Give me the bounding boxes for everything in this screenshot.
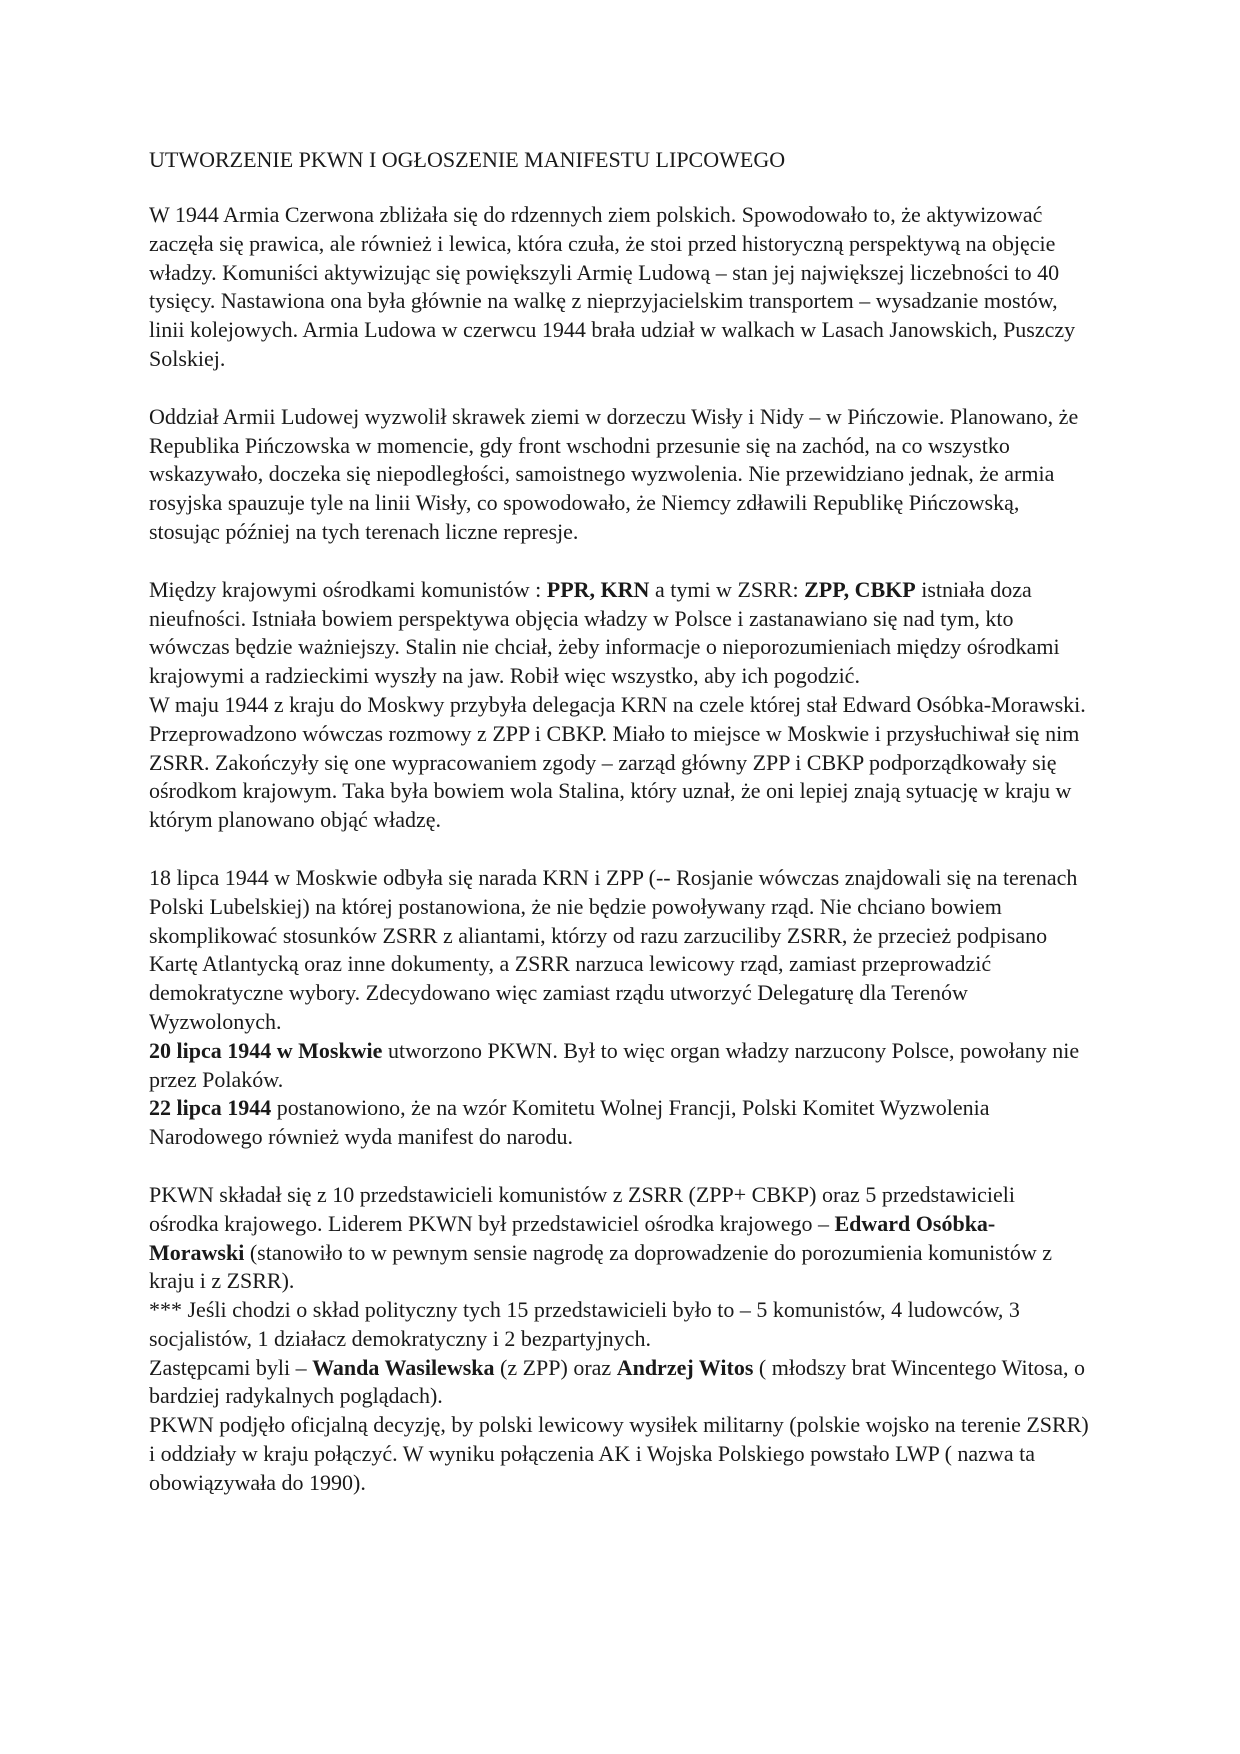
text-run: Zastępcami byli –: [149, 1354, 313, 1380]
paragraph-22-lipca: [149, 1094, 1089, 1152]
paragraph-lwp: PKWN podjęło oficjalną decyzję, by polski lewicowy wysiłek militarny (polskie wojsko na terenie ZSRR) i oddziały w kraju połączyć. W wyniku połączenia AK i Wojska Polskiego powstało LWP ( nazwa ta obowiązywała do 1990).: [149, 1412, 1089, 1495]
paragraph-armia-czerwona: W 1944 Armia Czerwona zbliżała się do rdzennych ziem polskich. Spowodowało to, że aktywizować zaczęła się prawica, ale również i lewica, która czuła, że stoi przed historyczną perspektywą na objęcie władzy. Komuniści aktywizując się powiększyli Armię Ludową – stan jej największej liczebności to 40 tysięcy. Nastawiona ona była głównie na walkę z nieprzyjacielskim transportem – wysadzanie mostów, linii kolejowych. Armia Ludowa w czerwcu 1944 brała udział w walkach w Lasach Janowskich, Puszczy Solskiej.: [149, 202, 1076, 371]
bold-andrzej-witos: Andrzej Witos: [616, 1354, 754, 1380]
paragraph-zastepcy: [149, 1354, 1089, 1412]
text-run: utworzono PKWN. Był to więc organ władzy narzucony Polsce, powołany nie przez Polaków.: [149, 1037, 1080, 1092]
paragraph-sklad-polityczny: *** Jeśli chodzi o skład polityczny tych 15 przedstawicieli było to – 5 komunistów, 4 ludowców, 3 socjalistów, 1 działacz demokratyczny i 2 bezpartyjnych.: [149, 1297, 1020, 1351]
bold-wanda-wasilewska: Wanda Wasilewska: [312, 1354, 495, 1380]
paragraph-republika-pinczowska: Oddział Armii Ludowej wyzwolił skrawek ziemi w dorzeczu Wisły i Nidy – w Pińczowie. Planowano, że Republika Pińczowska w momencie, gdy front wschodni przesunie się na zachód, na co wszystko wskazywało, doczeka się niepodległości, samoistnego wyzwolenia. Nie przewidziano jednak, że armia rosyjska spauzuje tyle na linii Wisły, co spowodowało, że Niemcy zdławili Republikę Pińczowską, stosując później na tych terenach liczne represje.: [149, 403, 1079, 544]
text-run: (z ZPP) oraz: [494, 1354, 617, 1380]
paragraph-sklad-pkwn: [149, 1181, 1089, 1296]
text-run: PKWN składał się z 10 przedstawicieli komunistów z ZSRR (ZPP+ CBKP) oraz 5 przedstawicieli ośrodka krajowego. Liderem PKWN był przedstawiciel ośrodka krajowego –: [149, 1181, 1015, 1236]
text-run: postanowiono, że na wzór Komitetu Wolnej Francji, Polski Komitet Wyzwolenia Narodowego również wyda manifest do narodu.: [149, 1095, 990, 1150]
paragraph-osrodki-komunistow: [149, 576, 1089, 691]
bold-osobka-morawski: Edward Osóbka-Morawski: [149, 1210, 996, 1265]
text-run: ( młodszy brat Wincentego Witosa, o bardziej radykalnych poglądach).: [149, 1354, 1086, 1409]
text-run: istniała doza nieufności. Istniała bowiem perspektywa objęcia władzy w Polsce i zastanawiano się nad tym, kto wówczas będzie ważniejszy. Stalin nie chciał, żeby informacje o nieporozumieniach między ośrodkami krajowymi a radzieckimi wyszły na jaw. Robił więc wszystko, aby ich pogodzić.: [149, 576, 1060, 689]
text-run: Między krajowymi ośrodkami komunistów :: [149, 576, 547, 602]
document-page: [149, 146, 1089, 1498]
paragraph-narada-18-lipca: 18 lipca 1944 w Moskwie odbyła się narada KRN i ZPP (-- Rosjanie wówczas znajdowali się na terenach Polski Lubelskiej) na której postanowiona, że nie będzie powoływany rząd. Nie chciano bowiem skomplikować stosunków ZSRR z aliantami, którzy od razu zarzuciliby ZSRR, że przecież podpisano Kartę Atlantycką oraz inne dokumenty, a ZSRR narzuca lewicowy rząd, zamiast przeprowadzić demokratyczne wybory. Zdecydowano więc zamiast rządu utworzyć Delegaturę dla Terenów Wyzwolonych.: [149, 864, 1078, 1034]
text-run: a tymi w ZSRR:: [649, 576, 805, 602]
text-run: (stanowiło to w pewnym sensie nagrodę za doprowadzenie do porozumienia komunistów z kraju i z ZSRR).: [149, 1239, 1053, 1294]
bold-ppr-krn: PPR, KRN: [546, 576, 650, 602]
bold-zpp-cbkp: ZPP, CBKP: [804, 576, 916, 602]
paragraph-delegacja-krn: W maju 1944 z kraju do Moskwy przybyła delegacja KRN na czele której stał Edward Osóbka-Morawski. Przeprowadzono wówczas rozmowy z ZPP i CBKP. Miało to miejsce w Moskwie i przysłuchiwał się nim ZSRR. Zakończyły się one wypracowaniem zgody – zarząd główny ZPP i CBKP podporządkowały się ośrodkom krajowym. Taka była bowiem wola Stalina, który uznał, że oni lepiej znają sytuację w kraju w którym planowano objąć władzę.: [149, 691, 1086, 833]
bold-22-lipca: 22 lipca 1944: [149, 1095, 272, 1121]
document-title: UTWORZENIE PKWN I OGŁOSZENIE MANIFESTU LIPCOWEGO: [149, 147, 786, 172]
bold-20-lipca: 20 lipca 1944 w Moskwie: [149, 1037, 383, 1063]
paragraph-20-lipca: [149, 1037, 1089, 1095]
